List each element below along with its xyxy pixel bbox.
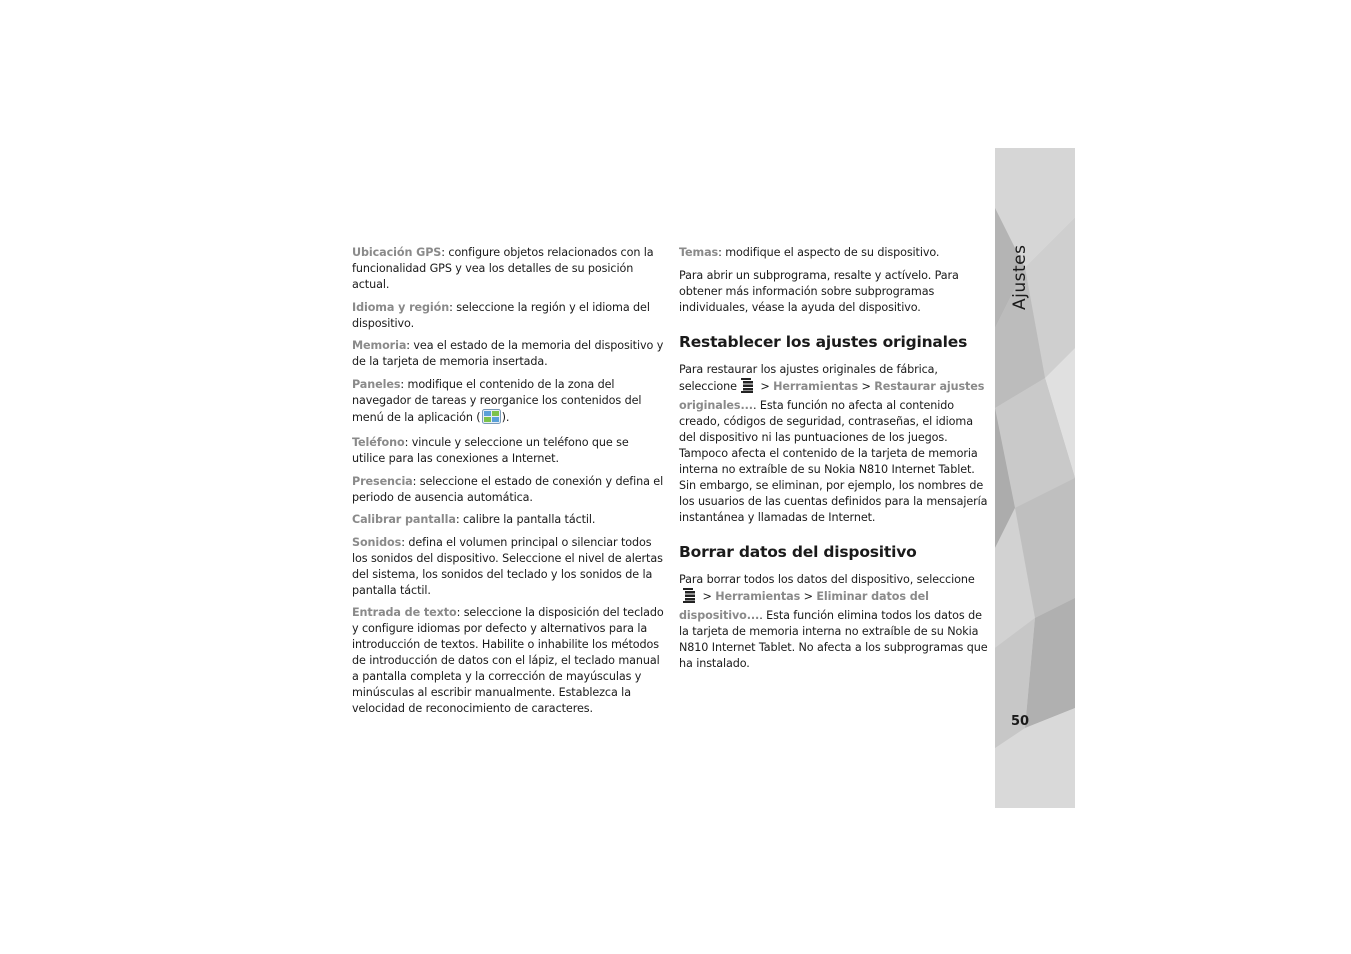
setting-idioma-region: Idioma y región: seleccione la región y el idioma del dispositivo. — [352, 300, 650, 330]
panels-icon — [482, 409, 501, 429]
setting-ubicacion-gps: Ubicación GPS: configure objetos relacionados con la funcionalidad GPS y vea los detalles de su posición actual. — [352, 246, 654, 291]
subprogram-intro: Para abrir un subprograma, resalte y actívelo. Para obtener más información sobre subprogramas individuales, véase la ayuda del dispositivo. — [679, 268, 959, 314]
page-number: 50 — [1011, 714, 1030, 729]
setting-memoria: Memoria: vea el estado de la memoria del dispositivo y de la tarjeta de memoria insertada. — [352, 339, 664, 368]
section-title: Ajustes — [1010, 244, 1030, 310]
restore-body: Para restaurar los ajustes originales de fábrica, seleccione > Herramientas > Restaurar ajustes originales.... Esta función no afecta al contenido creado, códigos de seguridad, contraseñas, el idioma del dispositivo ni las puntuaciones de los juegos. Tampoco afecta el contenido de la tarjeta de memoria interna no extraíble de su Nokia N810 Internet Tablet. Sin embargo, se eliminan, por ejemplo, los nombres de los usuarios de las cuentas definidos para la mensajería instantánea y llamadas de Internet. — [679, 362, 988, 524]
setting-presencia: Presencia: seleccione el estado de conexión y defina el periodo de ausencia automática. — [352, 474, 664, 504]
setting-temas: Temas: modifique el aspecto de su dispositivo. — [679, 246, 940, 259]
sidebar-decoration — [995, 148, 1075, 808]
menu-icon — [681, 588, 697, 608]
setting-paneles: Paneles: modifique el contenido de la zona del navegador de tareas y reorganice los contenidos del menú de la aplicación ( ). — [352, 377, 664, 429]
erase-body: Para borrar todos los datos del dispositivo, seleccione > Herramientas > Eliminar datos del dispositivo.... Esta función elimina todos los datos de la tarjeta de memoria interna no extraíble de su Nokia N810 Internet Tablet. No afecta a los subprogramas que ha instalado. — [679, 572, 988, 670]
setting-sonidos: Sonidos: defina el volumen principal o silenciar todos los sonidos del dispositivo. Seleccione el nivel de alertas del sistema, los sonidos del teclado y los sonidos de la pantalla táctil. — [352, 535, 663, 597]
restore-heading: Restablecer los ajustes originales — [679, 332, 968, 351]
menu-icon — [739, 378, 755, 398]
setting-calibrar-pantalla: Calibrar pantalla: calibre la pantalla táctil. — [352, 513, 596, 526]
right-column — [679, 245, 989, 678]
erase-heading: Borrar datos del dispositivo — [679, 542, 917, 561]
setting-entrada-texto: Entrada de texto: seleccione la disposición del teclado y configure idiomas por defecto y alternativos para la introducción de textos. Habilite o inhabilite los métodos de introducción de datos con el lápiz, el teclado manual a pantalla completa y la corrección de mayúsculas y minúsculas al escribir manualmente. Establezca la velocidad de reconocimiento de caracteres. — [352, 606, 664, 715]
setting-telefono: Teléfono: vincule y seleccione un teléfono que se utilice para las conexiones a Internet. — [352, 436, 629, 465]
left-column — [352, 245, 664, 724]
